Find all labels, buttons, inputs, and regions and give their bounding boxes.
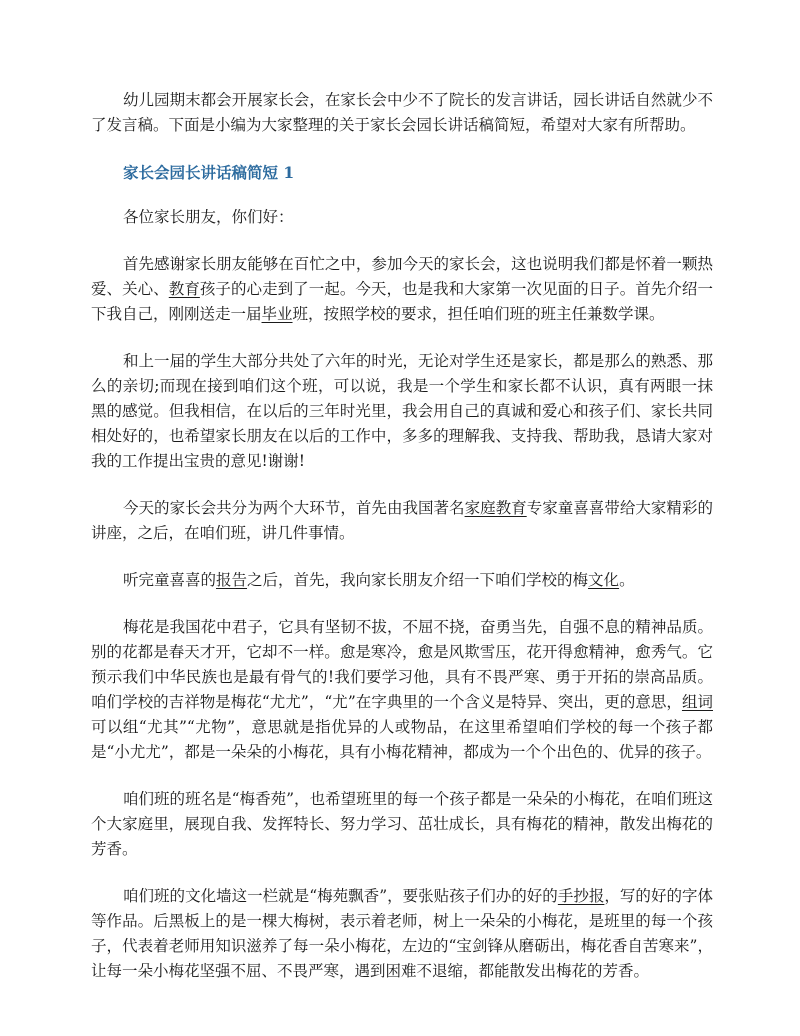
paragraph-4 [91,568,713,593]
link-culture[interactable]: 文化 [588,571,620,589]
paragraph-7-text-a: 咱们班的文化墙这一栏就是“梅苑飘香”，要张贴孩子们办的好的 [123,887,558,905]
paragraph-5-text-b: 可以组“尤其”“尤物”，意思就是指优异的人或物品，在这里希望咱们学校的每一个孩子都是“小尤尤”，都是一朵朵的小梅花，具有小梅花精神，都成为一个个出色的、优异的孩子。 [91,718,713,761]
paragraph-3-text-a: 今天的家长会共分为两个大环节，首先由我国著名 [123,499,465,517]
link-handwritten-newspaper[interactable]: 手抄报 [557,887,605,905]
paragraph-5 [91,615,713,765]
link-education[interactable]: 教育 [168,280,200,298]
paragraph-4-text-a: 听完童喜喜的 [123,571,217,589]
paragraph-2: 和上一届的学生大部分共处了六年的时光，无论对学生还是家长，都是那么的熟悉、那么的亲切;而现在接到咱们这个班，可以说，我是一个学生和家长都不认识，真有两眼一抹黑的感觉。但我相信，在以后的三年时光里，我会用自己的真诚和爱心和孩子们、家长共同相处好的，也希望家长朋友在以后的工作中，多多的理解我、支持我、帮助我，恳请大家对我的工作提出宝贵的意见!谢谢! [91,352,713,470]
paragraph-1 [91,252,713,327]
paragraph-1-text-c: 班，按照学校的要求，担任咱们班的班主任兼数学课。 [292,305,665,323]
paragraph-1-text-a: 首先感谢家长朋友能够在百忙之中，参加今天的家长会，这也说明我们都是怀着一颗热爱、关心、 [91,255,713,298]
paragraph-1-text-b: 孩子的心走到了一起。今天，也是我和大家第一次见面的日子。首先介绍一下我自己，刚刚送走一届 [91,280,713,323]
paragraph-3-text-b: 专家童喜喜带给大家精彩的讲座，之后，在咱们班，讲几件事情。 [91,499,713,542]
link-word-group[interactable]: 组词 [681,693,713,711]
link-graduation[interactable]: 毕业 [261,305,293,323]
document-page [91,88,713,1006]
paragraph-4-text-b: 之后，首先，我向家长朋友介绍一下咱们学校的梅 [247,571,589,589]
paragraph-5-text-a: 梅花是我国花中君子，它具有坚韧不拔，不屈不挠，奋勇当先，自强不息的精神品质。别的花都是春天才开，它却不一样。愈是寒冷，愈是风欺雪压，花开得愈精神，愈秀气。它预示我们中华民族也是最有骨气的!我们要学习他，具有不畏严寒、勇于开拓的崇高品质。咱们学校的吉祥物是梅花“尤尤”，“尤”在字典里的一个含义是特异、突出，更的意思， [91,618,713,711]
link-report[interactable]: 报告 [216,571,248,589]
link-family-education[interactable]: 家庭教育 [464,499,527,517]
greeting-paragraph: 各位家长朋友，你们好： [123,208,294,226]
paragraph-6: 咱们班的班名是“梅香苑”，也希望班里的每一个孩子都是一朵朵的小梅花，在咱们班这个大家庭里，展现自我、发挥特长、努力学习、茁壮成长，具有梅花的精神，散发出梅花的芳香。 [91,790,713,858]
section-heading: 家长会园长讲话稿简短 1 [123,163,295,182]
paragraph-4-text-c: 。 [619,571,635,589]
intro-paragraph: 幼儿园期末都会开展家长会，在家长会中少不了院长的发言讲话，园长讲话自然就少不了发言稿。下面是小编为大家整理的关于家长会园长讲话稿简短，希望对大家有所帮助。 [91,91,713,134]
paragraph-7-text-b: ，写的好的字体等作品。后黑板上的是一棵大梅树，表示着老师，树上一朵朵的小梅花，是班里的每一个孩子，代表着老师用知识滋养了每一朵小梅花，左边的“宝剑锋从磨砺出，梅花香自苦寒来”，让每一朵小梅花坚强不屈、不畏严寒，遇到困难不退缩，都能散发出梅花的芳香。 [91,887,713,980]
paragraph-3 [91,496,713,546]
paragraph-7 [91,884,713,984]
